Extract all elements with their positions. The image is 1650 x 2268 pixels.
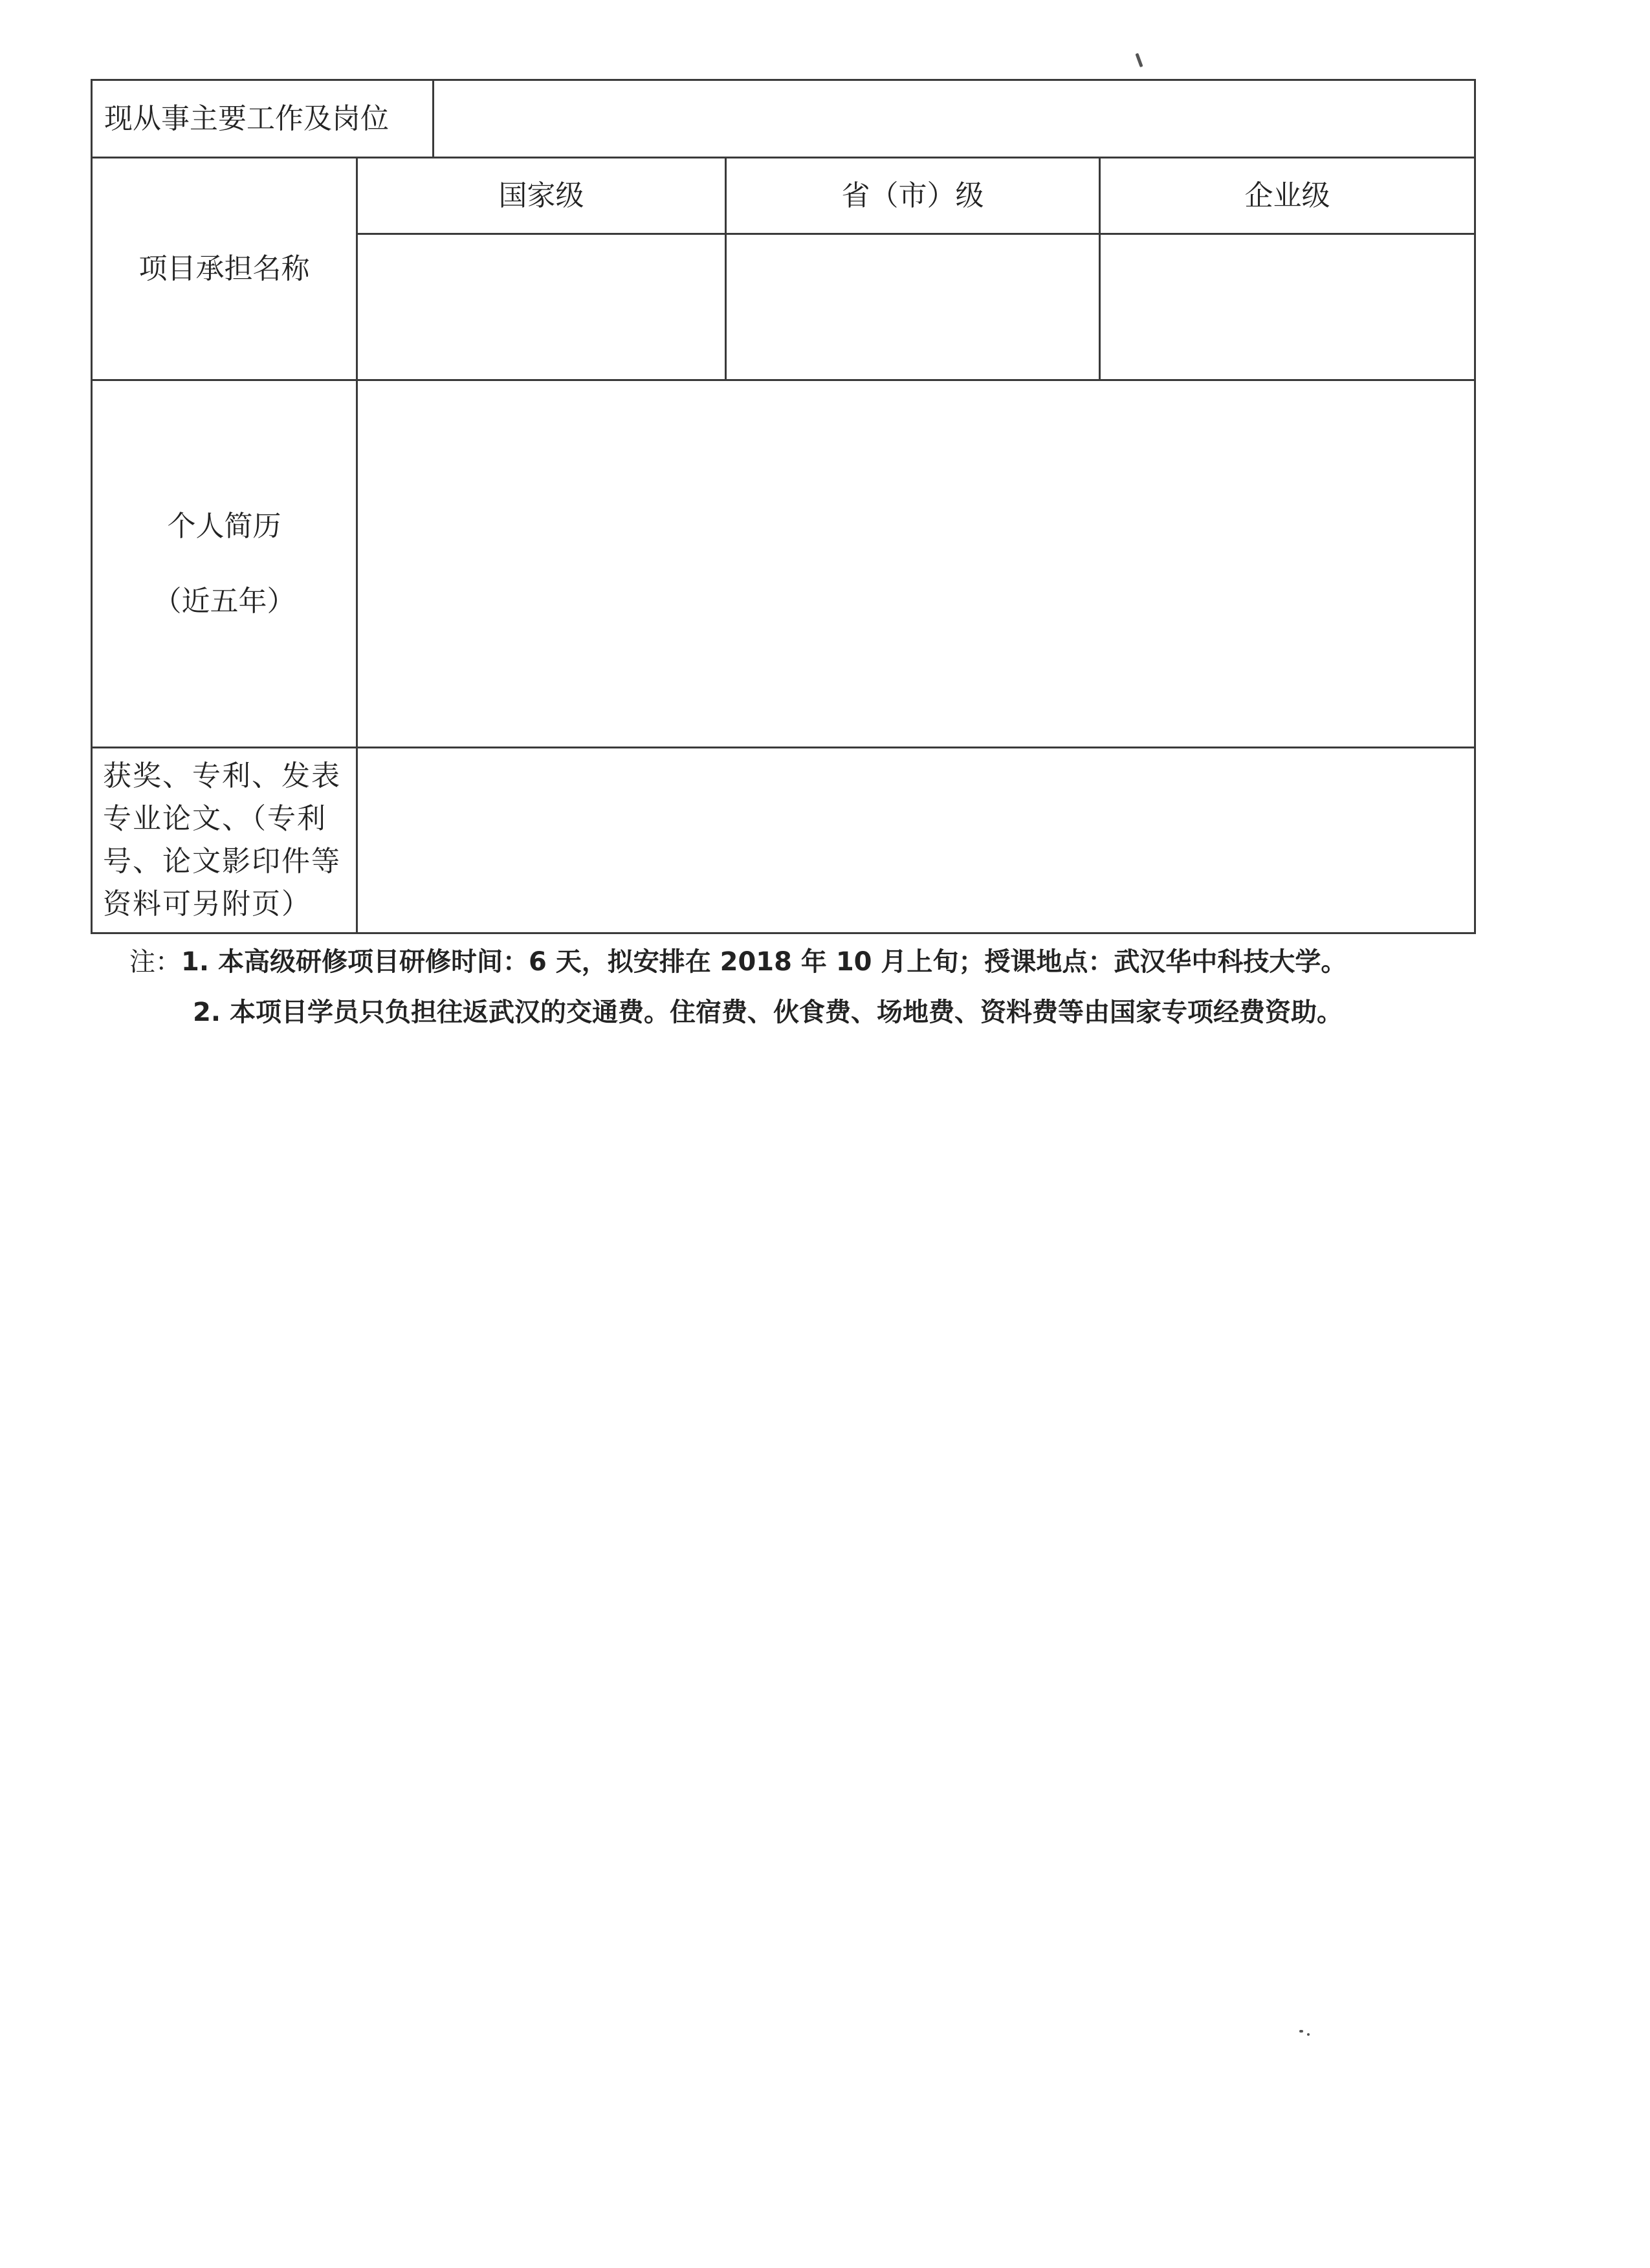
awards-label-line-4: 资料可另附页） [103,888,311,921]
enterprise-project-field[interactable] [1100,234,1475,380]
resume-label-cell [92,380,357,748]
scan-speck [1299,2030,1303,2033]
resume-label: 个人简历 [167,509,281,543]
awards-label-line-3: 号、论文影印件等 [103,845,341,878]
current-position-field[interactable] [434,80,1475,158]
row-awards-patents [92,748,1475,933]
row-project-headers [92,158,1475,234]
awards-label-line-2: 专业论文、（专利 [103,802,327,835]
awards-label-cell [92,748,357,933]
notes-section [129,937,1488,1038]
current-position-label: 现从事主要工作及岗位 [104,102,389,135]
national-project-field[interactable] [357,234,726,380]
note-item-1-text: 1. 本高级研修项目研修时间：6 天，拟安排在 2018 年 10 月上旬；授课地点：武汉华中科技大学。 [181,947,1347,977]
current-position-label-cell [92,80,434,158]
project-name-label-cell [92,158,357,380]
awards-label-line-1: 获奖、专利、发表 [103,759,341,792]
row-current-position [92,80,1475,158]
awards-field[interactable] [357,748,1475,933]
resume-field[interactable] [357,380,1475,748]
project-name-label: 项目承担名称 [138,252,310,285]
note-item-1 [129,937,1488,987]
scan-speck [1135,53,1143,67]
scan-speck [1307,2033,1310,2036]
note-item-2-text: 2. 本项目学员只负担往返武汉的交通费。住宿费、伙食费、场地费、资料费等由国家专项经费资助。 [193,998,1343,1027]
notes-prefix: 注： [129,947,181,977]
resume-sublabel: （近五年） [153,584,296,618]
column-header-national: 国家级 [357,158,726,234]
application-form-table [91,79,1476,934]
row-personal-resume [92,380,1475,748]
note-item-2 [129,987,1488,1038]
column-header-enterprise: 企业级 [1100,158,1475,234]
provincial-project-field[interactable] [726,234,1100,380]
column-header-provincial: 省（市）级 [726,158,1100,234]
